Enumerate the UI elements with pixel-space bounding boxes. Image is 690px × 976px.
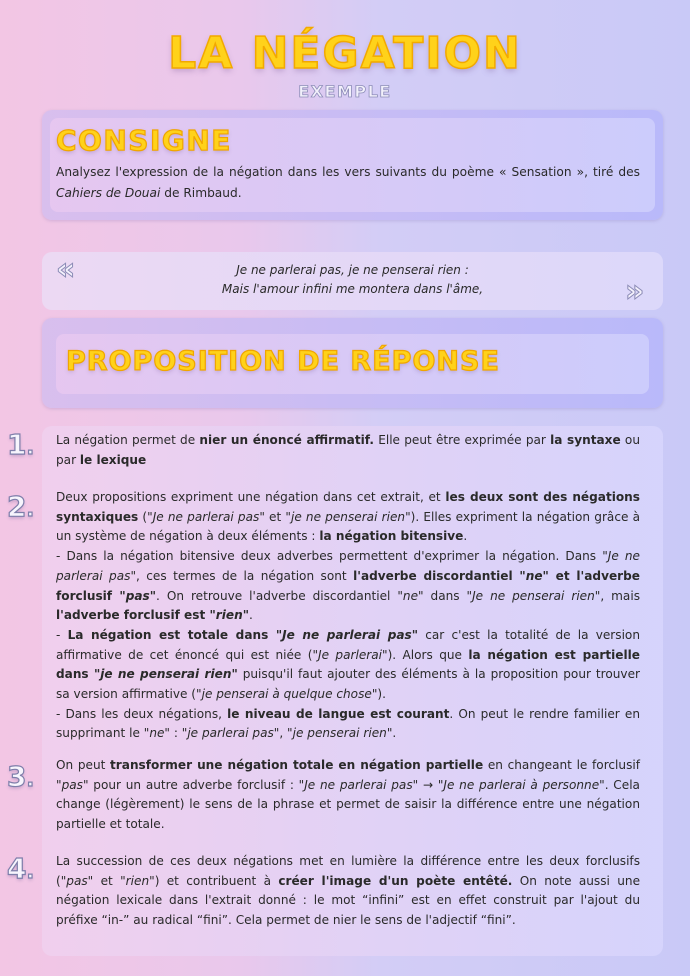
answer-heading: PROPOSITION DE RÉPONSE — [66, 346, 500, 377]
open-quote-icon: « — [56, 252, 76, 287]
page-subtitle: EXEMPLE — [298, 82, 392, 101]
quote-line-2: Mais l'amour infini me montera dans l'âme, — [221, 282, 484, 296]
answer-paragraph-2-sub-3: - Dans les deux négations, le niveau de langue est courant. On peut le rendre familier en supprimant le "ne" : "je parlerai pas", "je penserai rien". — [56, 706, 640, 741]
answer-paragraph-2-sub-1: - Dans la négation bitensive deux adverbes permettent d'exprimer la négation. Dans "Je ne parlerai pas", ces termes de la négation sont l'adverbe discordantiel "ne" et l'adverbe forclusif "pas". On retrouve l'adverbe discordantiel "ne" dans "Je ne penserai rien", mais l'adverbe forclusif est "rien". — [56, 549, 641, 623]
quote-text — [42, 261, 663, 299]
answer-paragraph-2: Deux propositions expriment une négation dans cet extrait, et les deux sont des négations syntaxiques ("Je ne parlerai pas" et "je ne penserai rien"). Elles expriment la négation grâce à un système de négation à deux éléments : la négation bitensive. - Dans la négation bitensive deux adverbes permettent d'exprimer la négation. Dans "Je ne parlerai pas", ces termes de la négation sont l'adverbe discordantiel "ne" et l'adverbe forclusif "pas". On retrouve l'adverbe discordantiel "ne" dans "Je ne penserai rien", mais l'adverbe forclusif est "rien". - La négation est totale dans "Je ne parlerai pas" car c'est la totalité de la version affirmative de cet énoncé qui est niée ("Je parlerai"). Alors que la négation est partielle dans "je ne penserai rien" puisqu'il faut ajouter des éléments à la proposition pour trouver sa version affirmative ("je penserai à quelque chose"). - Dans les deux négations, le niveau de langue est courant. On peut le rendre familier en supprimant le "ne" : "je parlerai pas", "je penserai rien". — [56, 488, 640, 744]
page-title: LA NÉGATION — [168, 28, 522, 79]
point-number-3: 3. — [7, 760, 35, 793]
consigne-text: Analysez l'expression de la négation dans les vers suivants du poème « Sensation », tiré des Cahiers de Douai de Rimbaud. — [56, 165, 640, 200]
answer-paragraph-2-sub-2: - La négation est totale dans "Je ne parlerai pas" car c'est la totalité de la version affirmative de cet énoncé qui est niée ("Je parlerai"). Alors que la négation est partielle dans "je ne penserai rien" puisqu'il faut ajouter des éléments à la proposition pour trouver sa version affirmative ("je penserai à quelque chose"). — [56, 627, 640, 702]
answer-paragraph-3: On peut transformer une négation totale en négation partielle en changeant le forclusif "pas" pour un autre adverbe forclusif : "Je ne parlerai pas" → "Je ne parlerai à personne". Cela change (légèrement) le sens de la phrase et permet de saisir la différence entre une négation partielle et totale. — [56, 758, 640, 832]
point-number-1: 1. — [7, 428, 35, 461]
close-quote-icon: » — [625, 274, 645, 309]
consigne-heading: CONSIGNE — [56, 124, 232, 157]
quote-line-1: Je ne parlerai pas, je ne penserai rien : — [236, 263, 469, 277]
answer-paragraph-4: La succession de ces deux négations met en lumière la différence entre les deux forclusifs ("pas" et "rien") et contribuent à créer l'image d'un poète entêté. On note aussi une négation lexicale dans l'extrait donné : le mot “infini” est en effet construit par l'ajout du préfixe “in-” au radical “fini”. Cela permet de nier le sens de l'adjectif “fini”. — [56, 854, 641, 928]
point-number-4: 4. — [7, 852, 35, 885]
answer-paragraph-1: La négation permet de nier un énoncé affirmatif. Elle peut être exprimée par la syntaxe ou par le lexique — [56, 433, 640, 467]
point-number-2: 2. — [7, 490, 35, 523]
quote-box — [42, 252, 663, 310]
